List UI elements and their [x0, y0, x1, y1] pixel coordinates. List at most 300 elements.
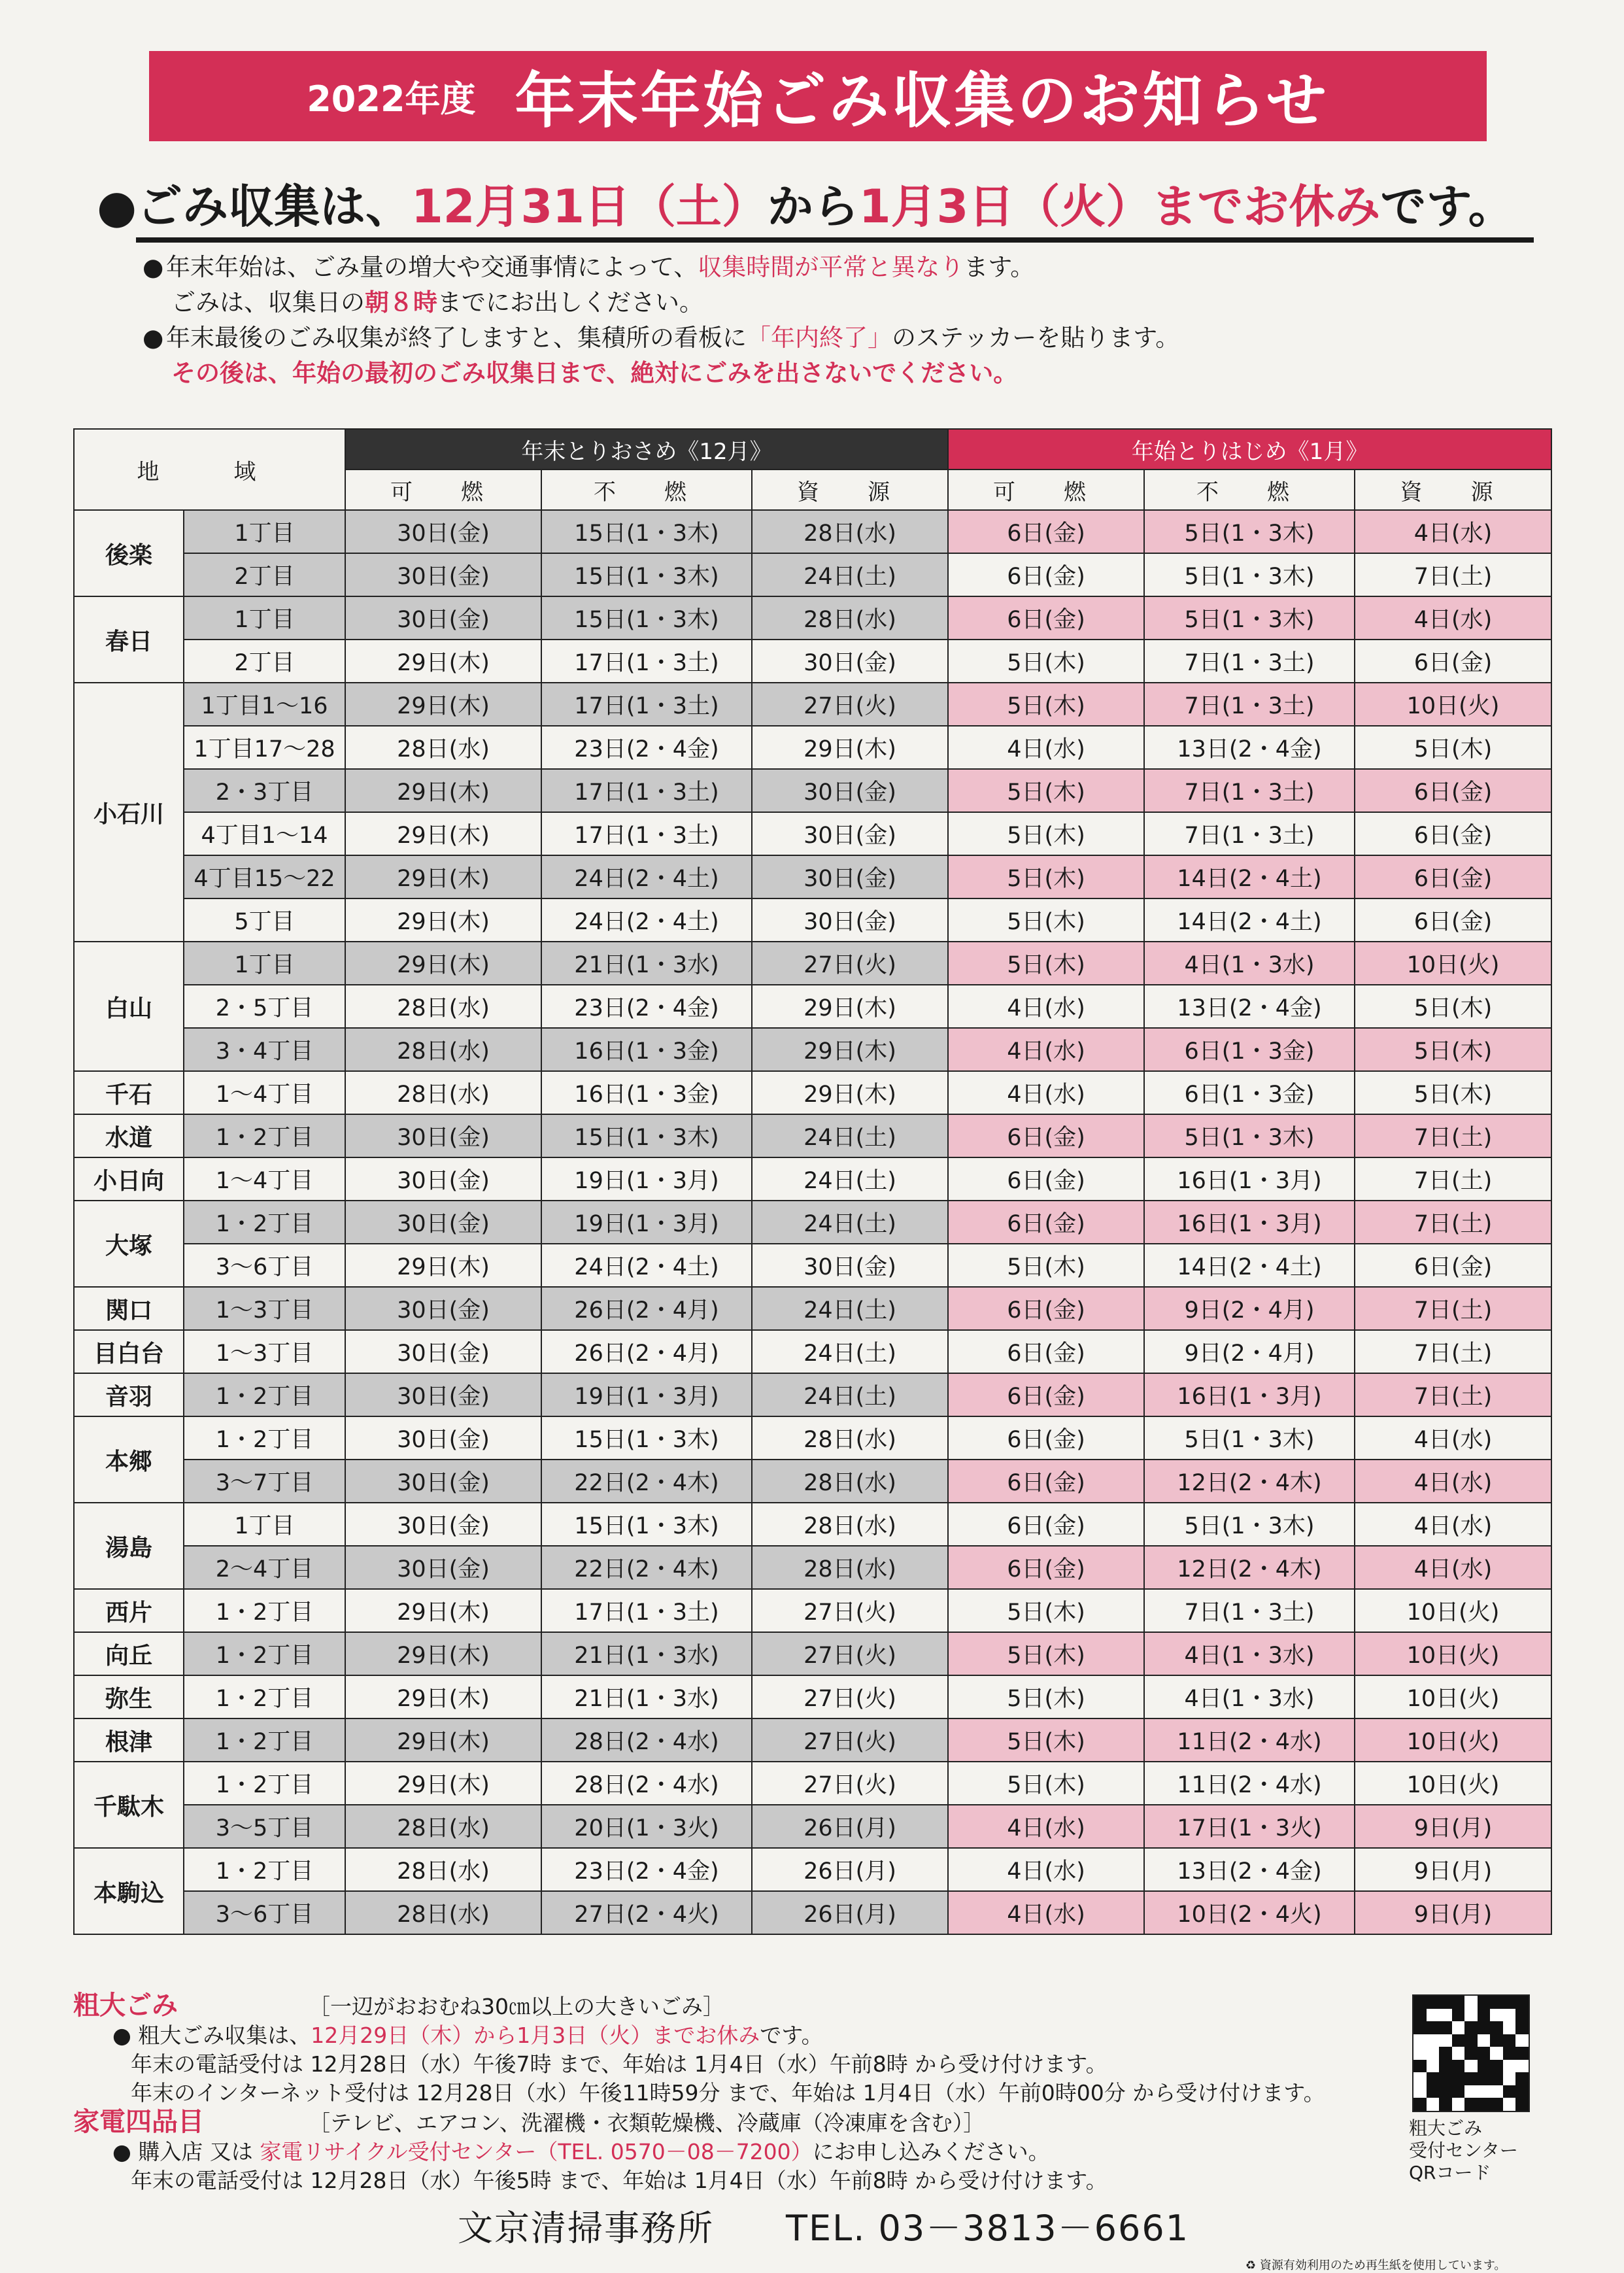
- jan-date-cell: 6日(金): [948, 510, 1144, 553]
- jan-date-cell: 5日(木): [948, 1675, 1144, 1718]
- jan-date-cell: 4日(水): [948, 1848, 1144, 1891]
- jan-date-cell: 10日(火): [1355, 1718, 1551, 1762]
- qr-module: [1413, 2060, 1427, 2073]
- chome-cell: 1・2丁目: [184, 1416, 345, 1460]
- table-row: [74, 1460, 1551, 1503]
- chome-cell: 1・2丁目: [184, 1848, 345, 1891]
- jan-date-cell: 9日(月): [1355, 1891, 1551, 1934]
- qr-module: [1452, 2021, 1465, 2034]
- dec-date-cell: 28日(水): [345, 985, 541, 1028]
- qr-module: [1478, 2085, 1491, 2098]
- table-row: [74, 1675, 1551, 1718]
- jan-date-cell: 7日(1・3土): [1144, 769, 1355, 812]
- dec-date-cell: 29日(木): [345, 812, 541, 855]
- dec-date-cell: 17日(1・3土): [541, 640, 752, 683]
- qr-module: [1427, 2034, 1440, 2047]
- bulky-line1b: 12月29日（木）から1月3日（火）までお休み: [311, 2023, 760, 2048]
- qr-module: [1439, 2060, 1452, 2073]
- qr-label-3: QRコード: [1409, 2162, 1491, 2183]
- appliance-line1b: 家電リサイクル受付センター（TEL. 0570－08－7200）: [260, 2139, 813, 2164]
- note-1a: 年末年始は、ごみ量の増大や交通事情によって、: [166, 253, 698, 281]
- jan-date-cell: 4日(水): [948, 1071, 1144, 1114]
- qr-module: [1464, 2021, 1478, 2034]
- col-header: 可 燃: [345, 470, 541, 510]
- headline: [97, 170, 1514, 236]
- jan-date-cell: 13日(2・4金): [1144, 985, 1355, 1028]
- chome-cell: 1・2丁目: [184, 1718, 345, 1762]
- jan-date-cell: 6日(金): [948, 596, 1144, 640]
- dec-date-cell: 28日(水): [752, 1546, 948, 1589]
- bullet-icon: ●: [97, 180, 137, 233]
- qr-module: [1464, 2009, 1478, 2022]
- jan-date-cell: 14日(2・4土): [1144, 855, 1355, 898]
- bullet-icon: ●: [143, 253, 164, 281]
- jan-date-cell: 5日(1・3木): [1144, 1503, 1355, 1546]
- jan-date-cell: 13日(2・4金): [1144, 1848, 1355, 1891]
- region-name: 目白台: [74, 1330, 184, 1373]
- bulky-line2: 年末の電話受付は 12月28日（水）午後7時 まで、年始は 1月4日（水）午前8時 から受け付けます。: [131, 2051, 1108, 2077]
- region-name: 弥生: [74, 1675, 184, 1718]
- jan-date-cell: 12日(2・4木): [1144, 1460, 1355, 1503]
- chome-cell: 2・5丁目: [184, 985, 345, 1028]
- table-row: [74, 1805, 1551, 1848]
- appliance-desc: ［テレビ、エアコン、洗濯機・衣類乾燥機、冷蔵庫（冷凍庫を含む）］: [309, 2110, 985, 2136]
- qr-module: [1490, 2085, 1503, 2098]
- table-row: [74, 1891, 1551, 1934]
- dec-date-cell: 22日(2・4木): [541, 1546, 752, 1589]
- qr-module: [1413, 2085, 1427, 2098]
- dec-date-cell: 26日(月): [752, 1848, 948, 1891]
- table-row: [74, 1114, 1551, 1157]
- qr-module: [1478, 2098, 1491, 2111]
- dec-date-cell: 28日(水): [345, 1028, 541, 1071]
- dec-date-cell: 23日(2・4金): [541, 726, 752, 769]
- jan-date-cell: 5日(1・3木): [1144, 596, 1355, 640]
- qr-label-2: 受付センター: [1409, 2140, 1518, 2161]
- note-1b: 収集時間が平常と異なり: [698, 253, 964, 281]
- jan-date-cell: 4日(水): [1355, 1416, 1551, 1460]
- dec-date-cell: 24日(土): [752, 1114, 948, 1157]
- dec-date-cell: 19日(1・3月): [541, 1157, 752, 1201]
- qr-module: [1503, 2009, 1516, 2022]
- region-name: 大塚: [74, 1201, 184, 1287]
- dec-date-cell: 27日(2・4火): [541, 1891, 752, 1934]
- jan-date-cell: 5日(木): [948, 1244, 1144, 1287]
- table-row: [74, 898, 1551, 942]
- qr-module: [1413, 2098, 1427, 2111]
- jan-date-cell: 16日(1・3月): [1144, 1201, 1355, 1244]
- dec-date-cell: 27日(火): [752, 942, 948, 985]
- chome-cell: 4丁目1～14: [184, 812, 345, 855]
- jan-date-cell: 14日(2・4土): [1144, 1244, 1355, 1287]
- headline-date2: 1月3日（火）: [858, 180, 1152, 233]
- region-name: 後楽: [74, 510, 184, 596]
- table-row: [74, 1373, 1551, 1416]
- chome-cell: 1丁目17～28: [184, 726, 345, 769]
- bulky-line1c: です。: [760, 2023, 823, 2048]
- dec-date-cell: 24日(土): [752, 1330, 948, 1373]
- dec-date-cell: 28日(水): [752, 510, 948, 553]
- jan-date-cell: 11日(2・4水): [1144, 1762, 1355, 1805]
- appliance-line1c: にお申し込みください。: [812, 2139, 1050, 2164]
- table-row: [74, 985, 1551, 1028]
- dec-date-cell: 30日(金): [752, 1244, 948, 1287]
- headline-part4: です。: [1380, 180, 1514, 233]
- note-2b: 朝８時: [365, 288, 437, 316]
- chome-cell: 3～5丁目: [184, 1805, 345, 1848]
- qr-module: [1439, 2009, 1452, 2022]
- table-row: [74, 1632, 1551, 1675]
- jan-date-cell: 5日(木): [1355, 1071, 1551, 1114]
- dec-date-cell: 27日(火): [752, 1762, 948, 1805]
- dec-date-cell: 29日(木): [752, 726, 948, 769]
- dec-date-cell: 30日(金): [345, 1460, 541, 1503]
- jan-date-cell: 5日(木): [948, 769, 1144, 812]
- region-name: 湯島: [74, 1503, 184, 1589]
- table-row: [74, 1201, 1551, 1244]
- dec-date-cell: 29日(木): [345, 1244, 541, 1287]
- table-row: [74, 1287, 1551, 1330]
- note-3c: のステッカーを貼ります。: [892, 324, 1180, 352]
- dec-date-cell: 30日(金): [345, 1373, 541, 1416]
- qr-module: [1503, 2047, 1516, 2060]
- jan-date-cell: 7日(1・3土): [1144, 812, 1355, 855]
- table-row: [74, 1589, 1551, 1632]
- dec-date-cell: 29日(木): [345, 1675, 541, 1718]
- chome-cell: 3・4丁目: [184, 1028, 345, 1071]
- jan-date-cell: 5日(1・3木): [1144, 1416, 1355, 1460]
- qr-module: [1413, 2047, 1427, 2060]
- qr-label: [1409, 2117, 1540, 2184]
- jan-date-cell: 9日(月): [1355, 1805, 1551, 1848]
- dec-date-cell: 28日(水): [752, 1503, 948, 1546]
- dec-date-cell: 26日(2・4月): [541, 1287, 752, 1330]
- qr-module: [1503, 2098, 1516, 2111]
- qr-module: [1478, 2060, 1491, 2073]
- region-name: 西片: [74, 1589, 184, 1632]
- jan-date-cell: 6日(金): [948, 1460, 1144, 1503]
- qr-module: [1464, 2034, 1478, 2047]
- table-row: [74, 640, 1551, 683]
- qr-module: [1464, 2085, 1478, 2098]
- dec-date-cell: 30日(金): [345, 1330, 541, 1373]
- chome-cell: 1丁目: [184, 510, 345, 553]
- dec-date-cell: 29日(木): [345, 640, 541, 683]
- dec-date-cell: 28日(水): [752, 1416, 948, 1460]
- table-row: [74, 1718, 1551, 1762]
- headline-part3: までお休み: [1151, 180, 1381, 233]
- jan-date-cell: 5日(木): [948, 812, 1144, 855]
- note-2a: ごみは、収集日の: [171, 288, 365, 316]
- table-row: [74, 1848, 1551, 1891]
- dec-date-cell: 28日(水): [345, 726, 541, 769]
- qr-module: [1452, 2009, 1465, 2022]
- dec-date-cell: 30日(金): [345, 596, 541, 640]
- qr-module: [1490, 2060, 1503, 2073]
- qr-module: [1413, 2009, 1427, 2022]
- dec-date-cell: 30日(金): [345, 1416, 541, 1460]
- chome-cell: 1・2丁目: [184, 1675, 345, 1718]
- bulky-line3: 年末のインターネット受付は 12月28日（水）午後11時59分 まで、年始は 1月4日（水）午前0時00分 から受け付けます。: [131, 2080, 1325, 2106]
- dec-date-cell: 28日(2・4水): [541, 1762, 752, 1805]
- jan-date-cell: 6日(金): [948, 1546, 1144, 1589]
- qr-module: [1490, 2047, 1503, 2060]
- table-row: [74, 1762, 1551, 1805]
- notes: [143, 250, 1179, 391]
- jan-date-cell: 4日(水): [1355, 596, 1551, 640]
- dec-date-cell: 28日(水): [345, 1805, 541, 1848]
- jan-date-cell: 4日(水): [1355, 1503, 1551, 1546]
- jan-date-cell: 6日(金): [948, 1114, 1144, 1157]
- dec-date-cell: 15日(1・3木): [541, 1114, 752, 1157]
- dec-date-cell: 20日(1・3火): [541, 1805, 752, 1848]
- chome-cell: 1丁目: [184, 942, 345, 985]
- chome-cell: 1丁目: [184, 1503, 345, 1546]
- dec-date-cell: 28日(2・4水): [541, 1718, 752, 1762]
- qr-module: [1490, 2072, 1503, 2085]
- jan-date-cell: 10日(火): [1355, 942, 1551, 985]
- qr-module: [1439, 2085, 1452, 2098]
- qr-module: [1515, 1996, 1529, 2009]
- table-row: [74, 683, 1551, 726]
- jan-date-cell: 11日(2・4水): [1144, 1718, 1355, 1762]
- chome-cell: 1・2丁目: [184, 1201, 345, 1244]
- jan-date-cell: 6日(金): [948, 553, 1144, 596]
- qr-module: [1515, 2060, 1529, 2073]
- dec-date-cell: 24日(土): [752, 1373, 948, 1416]
- dec-date-cell: 30日(金): [752, 640, 948, 683]
- bulky-line1a: ● 粗大ごみ収集は、: [112, 2023, 311, 2048]
- qr-module: [1427, 2009, 1440, 2022]
- title-banner: [149, 51, 1487, 141]
- jan-date-cell: 9日(月): [1355, 1848, 1551, 1891]
- dec-date-cell: 30日(金): [345, 510, 541, 553]
- dec-date-cell: 29日(木): [345, 683, 541, 726]
- qr-module: [1515, 2034, 1529, 2047]
- table-row: [74, 553, 1551, 596]
- region-name: 小石川: [74, 683, 184, 942]
- jan-header: 年始とりはじめ《1月》: [948, 429, 1551, 470]
- qr-module: [1413, 1996, 1427, 2009]
- dec-date-cell: 30日(金): [345, 1287, 541, 1330]
- dec-date-cell: 24日(土): [752, 553, 948, 596]
- jan-date-cell: 5日(1・3木): [1144, 553, 1355, 596]
- chome-cell: 1・2丁目: [184, 1632, 345, 1675]
- qr-module: [1478, 2009, 1491, 2022]
- recycle-note: [1245, 2256, 1506, 2273]
- dec-date-cell: 30日(金): [752, 812, 948, 855]
- chome-cell: 2丁目: [184, 553, 345, 596]
- jan-date-cell: 16日(1・3月): [1144, 1373, 1355, 1416]
- jan-date-cell: 4日(水): [948, 1028, 1144, 1071]
- dec-date-cell: 24日(土): [752, 1287, 948, 1330]
- qr-module: [1427, 2060, 1440, 2073]
- note-3a: 年末最後のごみ収集が終了しますと、集積所の看板に: [166, 324, 747, 352]
- office-name: 文京清掃事務所: [458, 2208, 714, 2249]
- chome-cell: 1・2丁目: [184, 1589, 345, 1632]
- qr-module: [1478, 2034, 1491, 2047]
- qr-module: [1478, 2021, 1491, 2034]
- qr-module: [1452, 2047, 1465, 2060]
- chome-cell: 1～3丁目: [184, 1330, 345, 1373]
- jan-date-cell: 5日(木): [948, 640, 1144, 683]
- jan-date-cell: 14日(2・4土): [1144, 898, 1355, 942]
- jan-date-cell: 6日(1・3金): [1144, 1028, 1355, 1071]
- qr-module: [1478, 2047, 1491, 2060]
- table-row: [74, 510, 1551, 553]
- dec-date-cell: 15日(1・3木): [541, 553, 752, 596]
- jan-date-cell: 5日(木): [1355, 985, 1551, 1028]
- dec-date-cell: 28日(水): [345, 1071, 541, 1114]
- bulky-title: 粗大ごみ: [73, 1991, 178, 2021]
- jan-date-cell: 6日(金): [948, 1287, 1144, 1330]
- qr-module: [1452, 2060, 1465, 2073]
- col-header: 資 源: [1355, 470, 1551, 510]
- jan-date-cell: 5日(木): [948, 1718, 1144, 1762]
- headline-part1: ごみ収集は、: [137, 180, 412, 233]
- table-row: [74, 1546, 1551, 1589]
- jan-date-cell: 12日(2・4木): [1144, 1546, 1355, 1589]
- qr-module: [1503, 2021, 1516, 2034]
- table-row: [74, 812, 1551, 855]
- schedule-table: [73, 428, 1552, 1935]
- office-info: [458, 2200, 1189, 2251]
- dec-date-cell: 29日(木): [345, 855, 541, 898]
- headline-underline: [136, 237, 1534, 243]
- qr-module: [1490, 2034, 1503, 2047]
- dec-date-cell: 16日(1・3金): [541, 1028, 752, 1071]
- jan-date-cell: 6日(金): [1355, 640, 1551, 683]
- region-name: 春日: [74, 596, 184, 683]
- appliance-title: 家電四品目: [73, 2107, 204, 2137]
- jan-date-cell: 10日(2・4火): [1144, 1891, 1355, 1934]
- jan-date-cell: 5日(木): [948, 683, 1144, 726]
- qr-module: [1452, 2034, 1465, 2047]
- region-name: 千石: [74, 1071, 184, 1114]
- jan-date-cell: 7日(土): [1355, 1114, 1551, 1157]
- jan-date-cell: 4日(水): [1355, 510, 1551, 553]
- dec-date-cell: 24日(2・4土): [541, 855, 752, 898]
- jan-date-cell: 5日(木): [948, 1762, 1144, 1805]
- table-row: [74, 1330, 1551, 1373]
- dec-date-cell: 30日(金): [752, 855, 948, 898]
- dec-date-cell: 23日(2・4金): [541, 985, 752, 1028]
- qr-module: [1503, 2034, 1516, 2047]
- table-row: [74, 1416, 1551, 1460]
- region-name: 小日向: [74, 1157, 184, 1201]
- qr-module: [1464, 2072, 1478, 2085]
- chome-cell: 3～6丁目: [184, 1244, 345, 1287]
- jan-date-cell: 4日(1・3水): [1144, 1632, 1355, 1675]
- jan-date-cell: 6日(金): [948, 1201, 1144, 1244]
- jan-date-cell: 5日(1・3木): [1144, 1114, 1355, 1157]
- dec-date-cell: 29日(木): [345, 1589, 541, 1632]
- qr-module: [1503, 2072, 1516, 2085]
- dec-date-cell: 30日(金): [752, 898, 948, 942]
- region-name: 白山: [74, 942, 184, 1071]
- qr-module: [1490, 2021, 1503, 2034]
- dec-date-cell: 21日(1・3水): [541, 1675, 752, 1718]
- dec-date-cell: 17日(1・3土): [541, 769, 752, 812]
- dec-date-cell: 23日(2・4金): [541, 1848, 752, 1891]
- dec-date-cell: 30日(金): [345, 1503, 541, 1546]
- qr-module: [1413, 2034, 1427, 2047]
- dec-date-cell: 29日(木): [345, 1762, 541, 1805]
- dec-date-cell: 29日(木): [345, 1632, 541, 1675]
- jan-date-cell: 6日(金): [1355, 769, 1551, 812]
- table-row: [74, 1071, 1551, 1114]
- qr-module: [1452, 2072, 1465, 2085]
- jan-date-cell: 7日(土): [1355, 1373, 1551, 1416]
- dec-date-cell: 15日(1・3木): [541, 510, 752, 553]
- jan-date-cell: 6日(金): [948, 1330, 1144, 1373]
- jan-date-cell: 5日(木): [948, 855, 1144, 898]
- jan-date-cell: 4日(水): [948, 1891, 1144, 1934]
- headline-part2: から: [767, 180, 859, 233]
- qr-module: [1490, 2098, 1503, 2111]
- jan-date-cell: 16日(1・3月): [1144, 1157, 1355, 1201]
- jan-date-cell: 6日(金): [948, 1416, 1144, 1460]
- office-tel: TEL. 03－3813－6661: [786, 2208, 1190, 2249]
- jan-date-cell: 10日(火): [1355, 1632, 1551, 1675]
- qr-module: [1439, 2021, 1452, 2034]
- qr-module: [1427, 1996, 1440, 2009]
- jan-date-cell: 5日(木): [948, 1589, 1144, 1632]
- table-row: [74, 1244, 1551, 1287]
- col-header: 資 源: [752, 470, 948, 510]
- jan-date-cell: 7日(1・3土): [1144, 640, 1355, 683]
- dec-date-cell: 24日(土): [752, 1201, 948, 1244]
- dec-date-cell: 30日(金): [345, 1201, 541, 1244]
- qr-code-icon[interactable]: [1412, 1994, 1530, 2112]
- jan-date-cell: 5日(木): [1355, 1028, 1551, 1071]
- chome-cell: 1～4丁目: [184, 1071, 345, 1114]
- jan-date-cell: 7日(1・3土): [1144, 683, 1355, 726]
- jan-date-cell: 6日(金): [1355, 1244, 1551, 1287]
- bulky-desc: ［一辺がおおむね30㎝以上の大きいごみ］: [309, 1994, 724, 2019]
- jan-date-cell: 6日(金): [948, 1503, 1144, 1546]
- jan-date-cell: 5日(木): [1355, 726, 1551, 769]
- dec-date-cell: 29日(木): [752, 1028, 948, 1071]
- chome-cell: 2～4丁目: [184, 1546, 345, 1589]
- dec-date-cell: 27日(火): [752, 683, 948, 726]
- jan-date-cell: 13日(2・4金): [1144, 726, 1355, 769]
- fiscal-year: 2022年度: [307, 78, 476, 120]
- qr-module: [1427, 2098, 1440, 2111]
- jan-date-cell: 6日(金): [1355, 812, 1551, 855]
- appliance-line2: 年末の電話受付は 12月28日（水）午後5時 まで、年始は 1月4日（水）午前8時 から受け付けます。: [131, 2168, 1108, 2193]
- jan-date-cell: 10日(火): [1355, 1675, 1551, 1718]
- chome-cell: 1～4丁目: [184, 1157, 345, 1201]
- jan-date-cell: 7日(土): [1355, 1157, 1551, 1201]
- jan-date-cell: 5日(木): [948, 898, 1144, 942]
- qr-module: [1439, 2047, 1452, 2060]
- jan-date-cell: 7日(土): [1355, 1287, 1551, 1330]
- chome-cell: 1・2丁目: [184, 1762, 345, 1805]
- chome-cell: 1丁目1～16: [184, 683, 345, 726]
- qr-module: [1490, 2009, 1503, 2022]
- jan-date-cell: 7日(土): [1355, 553, 1551, 596]
- dec-date-cell: 29日(木): [752, 1071, 948, 1114]
- qr-module: [1478, 2072, 1491, 2085]
- region-name: 音羽: [74, 1373, 184, 1416]
- dec-date-cell: 26日(月): [752, 1891, 948, 1934]
- qr-module: [1452, 2098, 1465, 2111]
- jan-date-cell: 4日(1・3水): [1144, 1675, 1355, 1718]
- jan-date-cell: 4日(水): [1355, 1460, 1551, 1503]
- qr-module: [1478, 1996, 1491, 2009]
- table-row: [74, 855, 1551, 898]
